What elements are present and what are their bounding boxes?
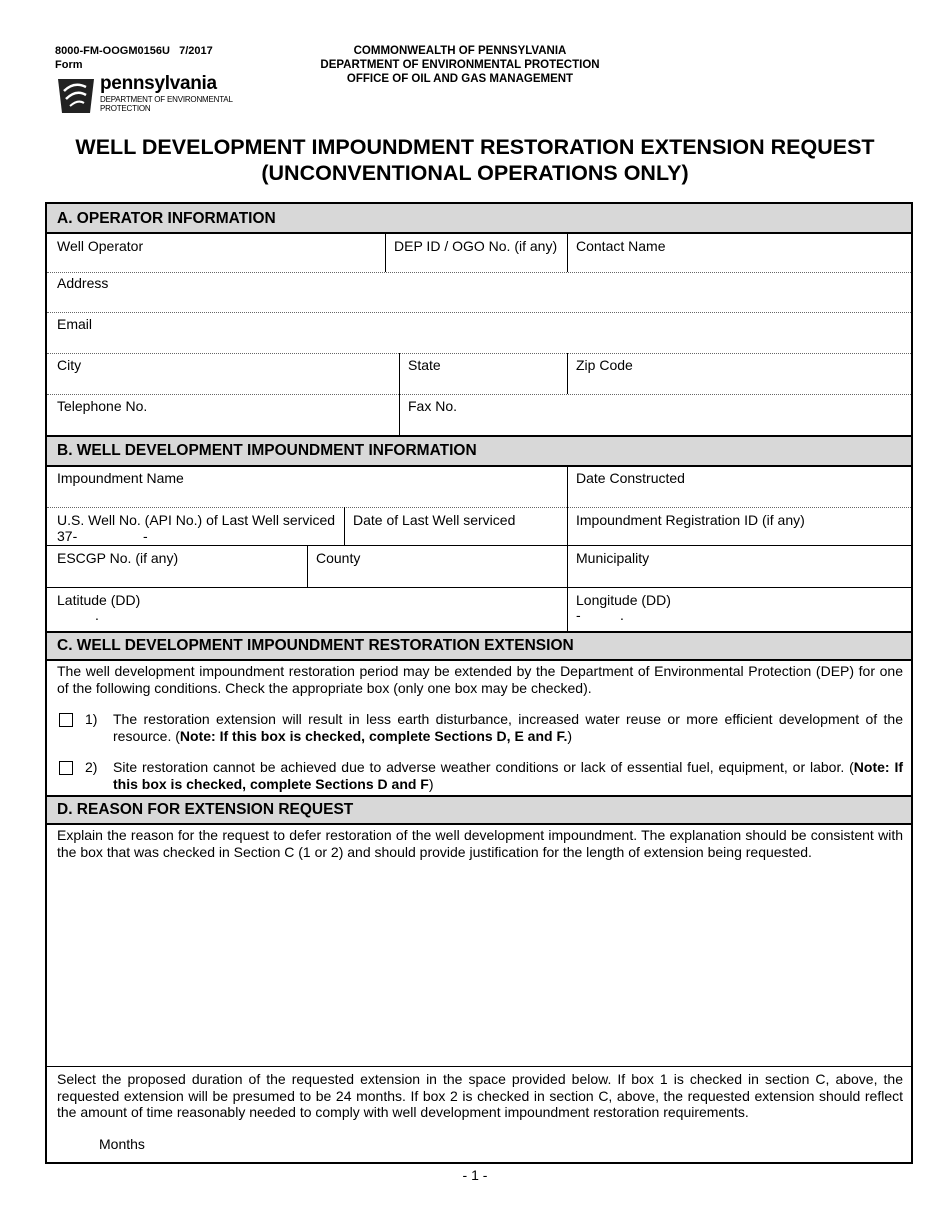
months-label: Months (99, 1136, 145, 1152)
option-1-number: 1) (85, 711, 98, 727)
email-label: Email (57, 316, 93, 332)
page-number: - 1 - (462, 1167, 488, 1183)
divider (385, 234, 386, 272)
date-last-serviced-label: Date of Last Well serviced (353, 512, 516, 528)
fax-label: Fax No. (408, 398, 458, 414)
latitude-label: Latitude (DD) (57, 592, 141, 608)
option-1-checkbox[interactable] (59, 713, 73, 727)
option-2-number: 2) (85, 759, 98, 775)
divider (567, 234, 568, 272)
agency-line-1: COMMONWEALTH OF PENNSYLVANIA (353, 45, 567, 57)
section-c-heading: C. WELL DEVELOPMENT IMPOUNDMENT RESTORATION EXTENSION (47, 631, 911, 661)
form-number: 8000-FM-OOGM0156U 7/2017 (55, 45, 213, 57)
agency-line-3: OFFICE OF OIL AND GAS MANAGEMENT (346, 73, 574, 85)
contact-name-label: Contact Name (576, 238, 666, 254)
agency-block (290, 44, 630, 86)
option-2-note: Note: If this box is checked, complete Sections D and F (113, 759, 904, 792)
state-label: State (408, 357, 441, 373)
form-title (0, 134, 950, 186)
row-divider (47, 272, 911, 273)
section-d-explain: Explain the reason for the request to defer restoration of the well development impoundment. The explanation should be consistent with the box that was checked in Section C (1 or 2) and should provide justification for the length of extension being requested. (57, 827, 903, 860)
reason-textarea[interactable] (47, 862, 911, 1064)
row-divider (47, 587, 911, 588)
dep-id-label: DEP ID / OGO No. (if any) (394, 238, 558, 254)
option-1-body: The restoration extension will result in less earth disturbance, increased water reuse or more efficient development of the resource. ( (113, 711, 903, 744)
section-a-heading: A. OPERATOR INFORMATION (47, 204, 911, 234)
row-divider (47, 353, 911, 354)
divider (307, 545, 308, 587)
well-operator-label: Well Operator (57, 238, 144, 254)
date-constructed-label: Date Constructed (576, 470, 685, 486)
section-b-heading: B. WELL DEVELOPMENT IMPOUNDMENT INFORMATION (47, 435, 911, 467)
pa-dep-logo (56, 73, 256, 117)
divider (567, 353, 568, 394)
api-number-label: U.S. Well No. (API No.) of Last Well serviced (57, 512, 336, 528)
row-divider (47, 394, 911, 395)
municipality-label: Municipality (576, 550, 650, 566)
keystone-icon (56, 73, 96, 117)
form-number-block (55, 44, 213, 72)
title-line-2: (UNCONVENTIONAL OPERATIONS ONLY) (261, 161, 689, 185)
logo-wordmark: pennsylvania (100, 73, 217, 94)
registration-id-label: Impoundment Registration ID (if any) (576, 512, 805, 528)
county-label: County (316, 550, 361, 566)
option-1-end: ) (567, 727, 573, 744)
option-1-text (113, 711, 903, 744)
divider (567, 467, 568, 631)
escgp-label: ESCGP No. (if any) (57, 550, 179, 566)
impoundment-name-label: Impoundment Name (57, 470, 184, 486)
zip-code-label: Zip Code (576, 357, 633, 373)
title-line-1: WELL DEVELOPMENT IMPOUNDMENT RESTORATION EXTENSION REQUEST (75, 135, 875, 159)
divider (344, 507, 345, 545)
latitude-dot: . (95, 607, 99, 623)
option-2-text (113, 759, 903, 792)
longitude-dash: - (576, 607, 581, 623)
option-2-checkbox[interactable] (59, 761, 73, 775)
telephone-label: Telephone No. (57, 398, 148, 414)
option-2-end: ) (428, 775, 434, 792)
logo-sub-line-2: PROTECTION (100, 104, 151, 113)
form-frame (45, 202, 913, 1164)
address-label: Address (57, 275, 109, 291)
row-divider (47, 507, 911, 508)
option-2-body: Site restoration cannot be achieved due to adverse weather conditions or lack of essential fuel, equipment, or labor. ( (113, 759, 854, 775)
row-divider (47, 312, 911, 313)
form-label: Form (55, 59, 83, 71)
section-c-intro: The well development impoundment restoration period may be extended by the Department of Environmental Protection (DEP) for one of the following conditions. Check the appropriate box (only one box may be checked). (57, 663, 903, 696)
section-d-heading: D. REASON FOR EXTENSION REQUEST (47, 795, 911, 825)
longitude-dot: . (620, 607, 624, 623)
row-divider (47, 1066, 911, 1067)
city-label: City (57, 357, 82, 373)
api-dash: - (143, 528, 148, 544)
row-divider (47, 545, 911, 546)
option-1-note: Note: If this box is checked, complete Sections D, E and F. (179, 727, 568, 744)
logo-sub-line-1: DEPARTMENT OF ENVIRONMENTAL (100, 95, 233, 104)
agency-line-2: DEPARTMENT OF ENVIRONMENTAL PROTECTION (320, 59, 600, 71)
logo-subtitle (100, 95, 233, 113)
api-prefix: 37- (57, 528, 78, 544)
longitude-label: Longitude (DD) (576, 592, 671, 608)
duration-instructions: Select the proposed duration of the requested extension in the space provided below. If box 1 is checked in section C, above, the requested extension will be presumed to be 24 months. If box 2 is checked in section C, above, the requested extension should reflect the amount of time reasonably needed to comply with well development impoundment restoration requirements. (57, 1071, 903, 1120)
